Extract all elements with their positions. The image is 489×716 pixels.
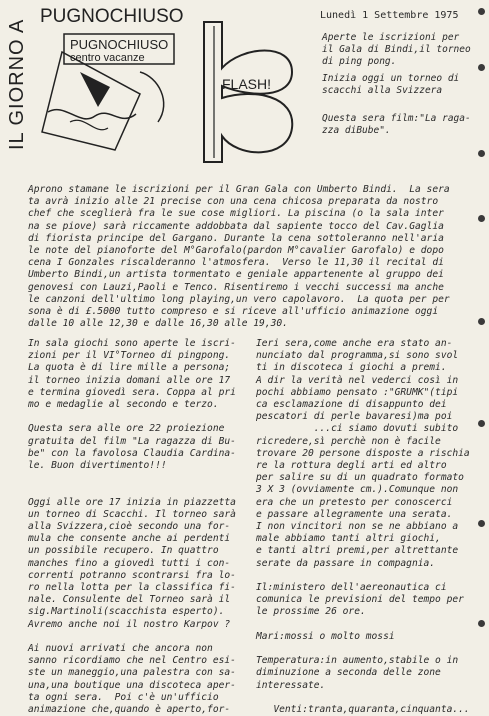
logo-subtitle: centro vacanze — [70, 52, 145, 64]
brand-title: PUGNOCHIUSO — [40, 6, 184, 27]
flash-graphic — [192, 18, 300, 166]
left-column-articles: In sala giochi sono aperte le iscri- zioni per il VI°Torneo di pingpong. La quota è di lire mille a persona; il torneo inizia domani alle ore 17 e termina giovedì sera. Coppa al pri mo e medaglie al secondo e terzo. Questa sera alle ore 22 proiezione gratuita del film "La ragazza di Bu- be" con la favolosa Claudia Cardina- le. Buon divertimento!!! Oggi alle ore 17 inizia in piazzetta un torneo di Scacchi. Il torneo sarà alla Svizzera,cioè secondo una for- mula che consente anche ai perdenti un possibile recupero. In quattro manches fino a giovedì tutti i con- correnti potranno scontrarsi fra lo- ro nella lotta per la classifica fi- nale. Consulente del Torneo sarà il sig.Martinoli(scacchista esperto). Avremo anche noi il nostro Karpov ? Ai nuovi arrivati che ancora non sanno ricordiamo che nel Centro esi- ste un maneggio,una palestra con sa- una,una boutique una discoteca aper- ta ogni sera. Poi c'è un'ufficio animazione che,quando è aperto,for- — [28, 338, 236, 716]
notice-text: Inizia oggi un torneo di scacchi alla Svizzera — [322, 73, 460, 96]
logo-title: PUGNOCHIUSO — [70, 37, 169, 52]
flash-label: FLASH! — [222, 76, 272, 92]
vertical-title: IL GIORNO A — [6, 18, 28, 150]
gala-article: Aprono stamane le iscrizioni per il Gran Gala con Umberto Bindi. La sera ta avrà inizio alle 21 precise con una cena chicosa preparata da nostro chef che sceglierà fra le sue cose migliori. La piscina (o la sala inter na se piove) sarà riccamente addobbata dal sapiente tocco del Cav.Gaglia di fiorista principe del Gargano. Durante la cena sottoleranno nell'aria le note del pianoforte del M°Garofalo(pardon M°cavalier Garofalo) e dopo cena I Gonzales riscalderanno l'atmosfera. Verso le 11,30 il recital di Umberto Bindi,un artista tormentato e geniale appartenente al gruppo dei genovesi con Lauzi,Paoli e Tenco. Risentiremo i vecchi successi ma anche le canzoni dell'ultimo long playing,un vero capolavoro. La quota per per sona è di £.5000 tutto compreso e si riceve all'ufficio animazione oggi dalle 10 alle 12,30 e dalle 16,30 alle 19,30. — [28, 184, 450, 330]
headline-notice — [322, 32, 482, 68]
binder-hole — [478, 520, 485, 527]
binder-hole — [478, 215, 485, 222]
header — [0, 0, 489, 175]
issue-date: Lunedì 1 Settembre 1975 — [320, 10, 459, 21]
binder-hole — [478, 620, 485, 627]
binder-hole — [478, 318, 485, 325]
notice-text: Questa sera film:"La raga- zza diBube". — [322, 113, 471, 136]
notice-text: Aperte le iscrizioni per il Gala di Bindi,il torneo di ping pong. — [322, 32, 471, 67]
right-column-articles: Ieri sera,come anche era stato an- nunciato dal programma,si sono svol ti in discoteca i giochi a premi. A dir la verità nel vederci così in pochi abbiamo pensato :"GRUMK"(tipi ca esclamazione di disappunto dei pescatori di perle bavaresi)ma poi ...ci siamo dovuti subito ricredere,sì perchè non è facile trovare 20 persone disposte a rischia re la rottura degli arti ed altro per salire su di un quadrato formato 3 X 3 (ovviamente cm.).Comunque non era che un pretesto per conoscerci e passare allegramente una serata. I non vincitori non se ne abbiano a male abbiamo tanti altri giochi, e tanti altri premi,per altrettante serate da passare in compagnia. Il:ministero dell'aereonautica ci comunica le previsioni del tempo per le prossime 26 ore. Mari:mossi o molto mossi Temperatura:in aumento,stabile o in diminuzione a seconda delle zone interessate. Venti:tranta,quaranta,cinquanta... — [256, 338, 470, 716]
binder-hole — [478, 420, 485, 427]
headline-notice — [322, 73, 482, 97]
headline-notice — [322, 113, 482, 137]
resort-logo — [40, 32, 180, 152]
flash-logo — [192, 18, 300, 166]
